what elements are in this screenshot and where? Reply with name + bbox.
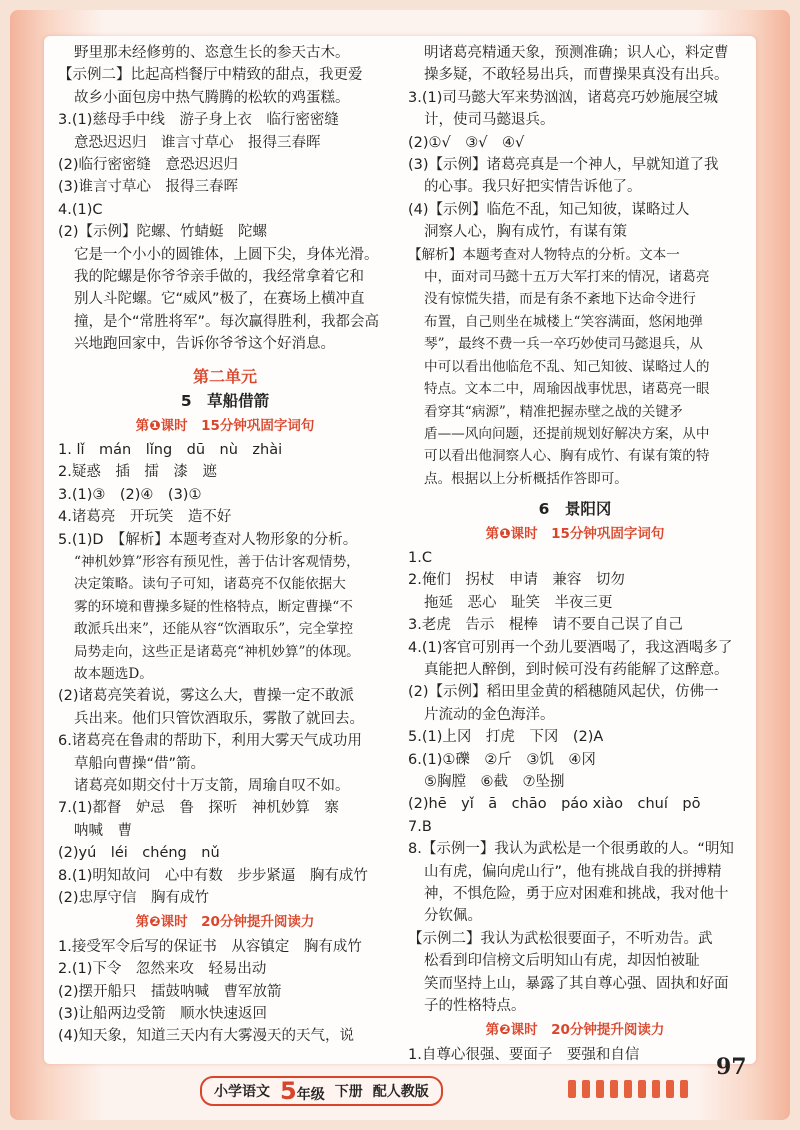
answer-line: 5.(1)上冈 打虎 下冈 (2)A (408, 729, 604, 746)
answer-line: (4)知天象，知道三天内有大雾漫天的天气，说 (58, 1028, 355, 1045)
answer-line: 中，面对司马懿十五万大军打来的情况，诸葛亮 (424, 269, 710, 286)
answer-line: 6.诸葛亮在鲁肃的帮助下，利用大雾天气成功用 (58, 733, 362, 750)
footer-grade: 5 (280, 1077, 297, 1105)
answer-line: 笑而坚持上山，暴露了其自尊心强、固执和好面 (424, 975, 729, 992)
answer-line: “神机妙算”形容有预见性，善于估计客观情势， (74, 553, 360, 570)
answer-line: 神，不惧危险，勇于应对困难和挑战，我对他十 (424, 886, 729, 903)
answer-line: 琴”，最终不费一兵一卒巧妙使司马懿退兵，从 (424, 336, 703, 353)
session-2-heading: 第❷课时 20分钟提升阅读力 (135, 914, 315, 931)
answer-line: 【示例二】我认为武松很要面子，不听劝告。武 (408, 930, 713, 947)
answer-line: 1.C (408, 549, 432, 566)
answer-line: (2)yú léi chéng nǔ (58, 845, 220, 862)
answer-line: (3)让船两边受箭 顺水快速返回 (58, 1006, 268, 1023)
answer-line: 操多疑，不敢轻易出兵，而曹操果真没有出兵。 (424, 67, 729, 84)
answer-line: 意恐迟迟归 谁言寸草心 报得三春晖 (74, 134, 321, 151)
answer-line: 2.疑惑 插 擂 漆 遮 (58, 464, 217, 481)
page-number: 97 (716, 1054, 747, 1080)
footer-grade-suffix: 年级 (296, 1087, 325, 1103)
answer-line: 诸葛亮如期交付十万支箭，周瑜自叹不如。 (74, 778, 350, 794)
answer-line: 4.(1)C (58, 201, 103, 218)
answer-line: 8.【示例一】我认为武松是一个很勇敢的人。“明知 (408, 841, 734, 858)
answer-line: 【示例二】比起高档餐厅中精致的甜点，我更爱 (58, 67, 363, 84)
answer-line: 局势走向，这些正是诸葛亮“神机妙算”的体现。 (74, 643, 360, 660)
answer-line: 中可以看出他临危不乱、知己知彼、谋略过人的 (424, 358, 710, 375)
answer-line: 2.(1)下令 忽然来攻 轻易出动 (58, 961, 267, 978)
answer-line: (2)hē yǐ ā chāo páo xiào chuí pō (408, 796, 701, 813)
answer-line: (2)①√ ③√ ④√ (408, 134, 525, 151)
answer-line: 3.(1)③ (2)④ (3)① (58, 486, 202, 503)
answer-line: 可以看出他洞察人心、胸有成竹、有谋有策的特 (424, 448, 710, 465)
answer-line: 山有虎，偏向虎山行”，他有挑战自我的拼搏精 (424, 863, 722, 880)
book-footer (200, 1076, 443, 1106)
answer-line: 呐喊 曹 (74, 822, 132, 839)
answer-line: (2)【示例】陀螺、竹蜻蜓 陀螺 (58, 224, 268, 241)
answer-line: 7.B (408, 818, 432, 835)
answer-line: 拖延 恶心 耻笑 半夜三更 (424, 594, 613, 611)
answer-line: 草船向曹操“借”箭。 (74, 755, 206, 772)
answer-line: (2)【示例】稻田里金黄的稻穗随风起伏，仿佛一 (408, 684, 719, 701)
answer-line: 2.俺们 拐杖 申请 兼容 切勿 (408, 572, 625, 589)
answer-line: 敢派兵出来”，还能从容“饮酒取乐”，完全掌控 (74, 621, 354, 638)
footer-subject: 小学语文 (214, 1084, 270, 1100)
answer-line: 野里那未经修剪的、恣意生长的参天古木。 (74, 45, 350, 61)
answer-line: 兴地跑回家中，告诉你爷爷这个好消息。 (74, 336, 335, 353)
session-1-heading: 第❶课时 15分钟巩固字词句 (485, 525, 665, 542)
answer-line: (2)诸葛亮笑着说，雾这么大，曹操一定不敢派 (58, 688, 355, 705)
answer-line: 雾的环境和曹操多疑的性格特点，断定曹操“不 (74, 598, 353, 615)
answer-line: 1.接受军令后写的保证书 从容镇定 胸有成竹 (58, 938, 362, 955)
answer-line: 撞，是个“常胜将军”。每次赢得胜利，我都会高 (74, 313, 380, 330)
answer-line: (3)谁言寸草心 报得三春晖 (58, 179, 239, 196)
answer-line: (2)摆开船只 擂鼓呐喊 曹军放箭 (58, 983, 282, 1000)
answer-line: (4)【示例】临危不乱，知己知彼，谋略过人 (408, 201, 690, 218)
right-column (408, 42, 742, 1066)
answer-line: 计，使司马懿退兵。 (424, 112, 555, 129)
answer-line: 1.自尊心很强、要面子 要强和自信 (408, 1046, 640, 1063)
session-1-heading: 第❶课时 15分钟巩固字词句 (135, 417, 315, 434)
answer-line: 洞察人心，胸有成竹，有谋有策 (424, 224, 627, 241)
answer-line: 看穿其“病源”，精准把握赤壁之战的关键矛 (424, 403, 683, 420)
answer-line: 8.(1)明知故问 心中有数 步步紧逼 胸有成竹 (58, 867, 368, 884)
answer-line: 1. lǐ mán lǐng dū nù zhài (58, 441, 283, 458)
answer-line: 分钦佩。 (424, 908, 482, 925)
lesson-title-5: 5 草船借箭 (180, 392, 270, 411)
answer-line: 它是一个小小的圆锥体，上圆下尖，身体光滑。 (74, 246, 379, 263)
answer-line: 布置，自己则坐在城楼上“笑容满面，悠闲地弹 (424, 313, 703, 330)
answer-line: ⑤胸膛 ⑥截 ⑦坠捌 (424, 774, 565, 790)
answer-line: 子的性格特点。 (424, 998, 526, 1015)
answer-line: 真能把人醉倒，到时候可没有药能解了这醉意。 (424, 661, 729, 678)
footer-volume: 下册 (334, 1084, 363, 1100)
answer-line: 我的陀螺是你爷爷亲手做的，我经常拿着它和 (74, 269, 364, 286)
answer-line: 明诸葛亮精通天象，预测准确；识人心，料定曹 (424, 45, 729, 61)
lesson-title-6: 6 景阳冈 (538, 500, 612, 519)
session-2-heading: 第❷课时 20分钟提升阅读力 (485, 1022, 665, 1039)
answer-line: 别人斗陀螺。它“威风”极了，在赛场上横冲直 (74, 291, 365, 308)
answer-line: 3.(1)慈母手中线 游子身上衣 临行密密缝 (58, 112, 339, 129)
unit-title: 第二单元 (192, 366, 257, 386)
answer-line: 6.(1)①礫 ②斤 ③饥 ④冈 (408, 751, 596, 768)
footer-decoration (568, 1080, 688, 1098)
answer-line: 4.(1)客官可别再一个劲儿要酒喝了，我这酒喝多了 (408, 639, 733, 656)
answer-line: 5.(1)D 【解析】本题考查对人物形象的分析。 (58, 531, 358, 548)
answer-line: (2)临行密密缝 意恐迟迟归 (58, 157, 239, 174)
answer-line: 没有惊慌失措，而是有条不紊地下达命令进行 (424, 291, 696, 308)
answer-line: 兵出来。他们只管饮酒取乐，雾散了就回去。 (74, 710, 364, 727)
answer-line: 7.(1)都督 妒忌 鲁 探听 神机妙算 寨 (58, 800, 339, 817)
answer-line: (3)【示例】诸葛亮真是一个神人，早就知道了我 (408, 157, 719, 174)
answer-page (44, 36, 756, 1064)
answer-line: 的心事。我只好把实情告诉他了。 (424, 179, 642, 196)
answer-line: 松看到印信榜文后明知山有虎，却因怕被耻 (424, 953, 700, 970)
answer-line: 【解析】本题考查对人物特点的分析。文本一 (408, 246, 680, 263)
answer-line: 故乡小面包房中热气腾腾的松软的鸡蛋糕。 (74, 89, 350, 106)
answer-line: 3.老虎 告示 棍棒 请不要自己误了自己 (408, 617, 683, 634)
answer-line: 故本题选D。 (74, 665, 153, 682)
footer-edition: 配人教版 (372, 1084, 429, 1100)
answer-line: 3.(1)司马懿大军来势汹汹，诸葛亮巧妙施展空城 (408, 89, 718, 106)
left-column (58, 42, 392, 1048)
answer-line: 特点。文本二中，周瑜因战事忧思，诸葛亮一眼 (424, 381, 710, 398)
answer-line: (2)忠厚守信 胸有成竹 (58, 890, 210, 907)
answer-line: 盾——风向问题，还提前规划好解决方案，从中 (424, 425, 710, 442)
answer-line: 4.诸葛亮 开玩笑 造不好 (58, 509, 232, 526)
answer-line: 点。根据以上分析概括作答即可。 (424, 470, 628, 487)
answer-line: 决定策略。读句子可知，诸葛亮不仅能依据大 (74, 576, 346, 593)
answer-line: 片流动的金色海洋。 (424, 706, 555, 723)
